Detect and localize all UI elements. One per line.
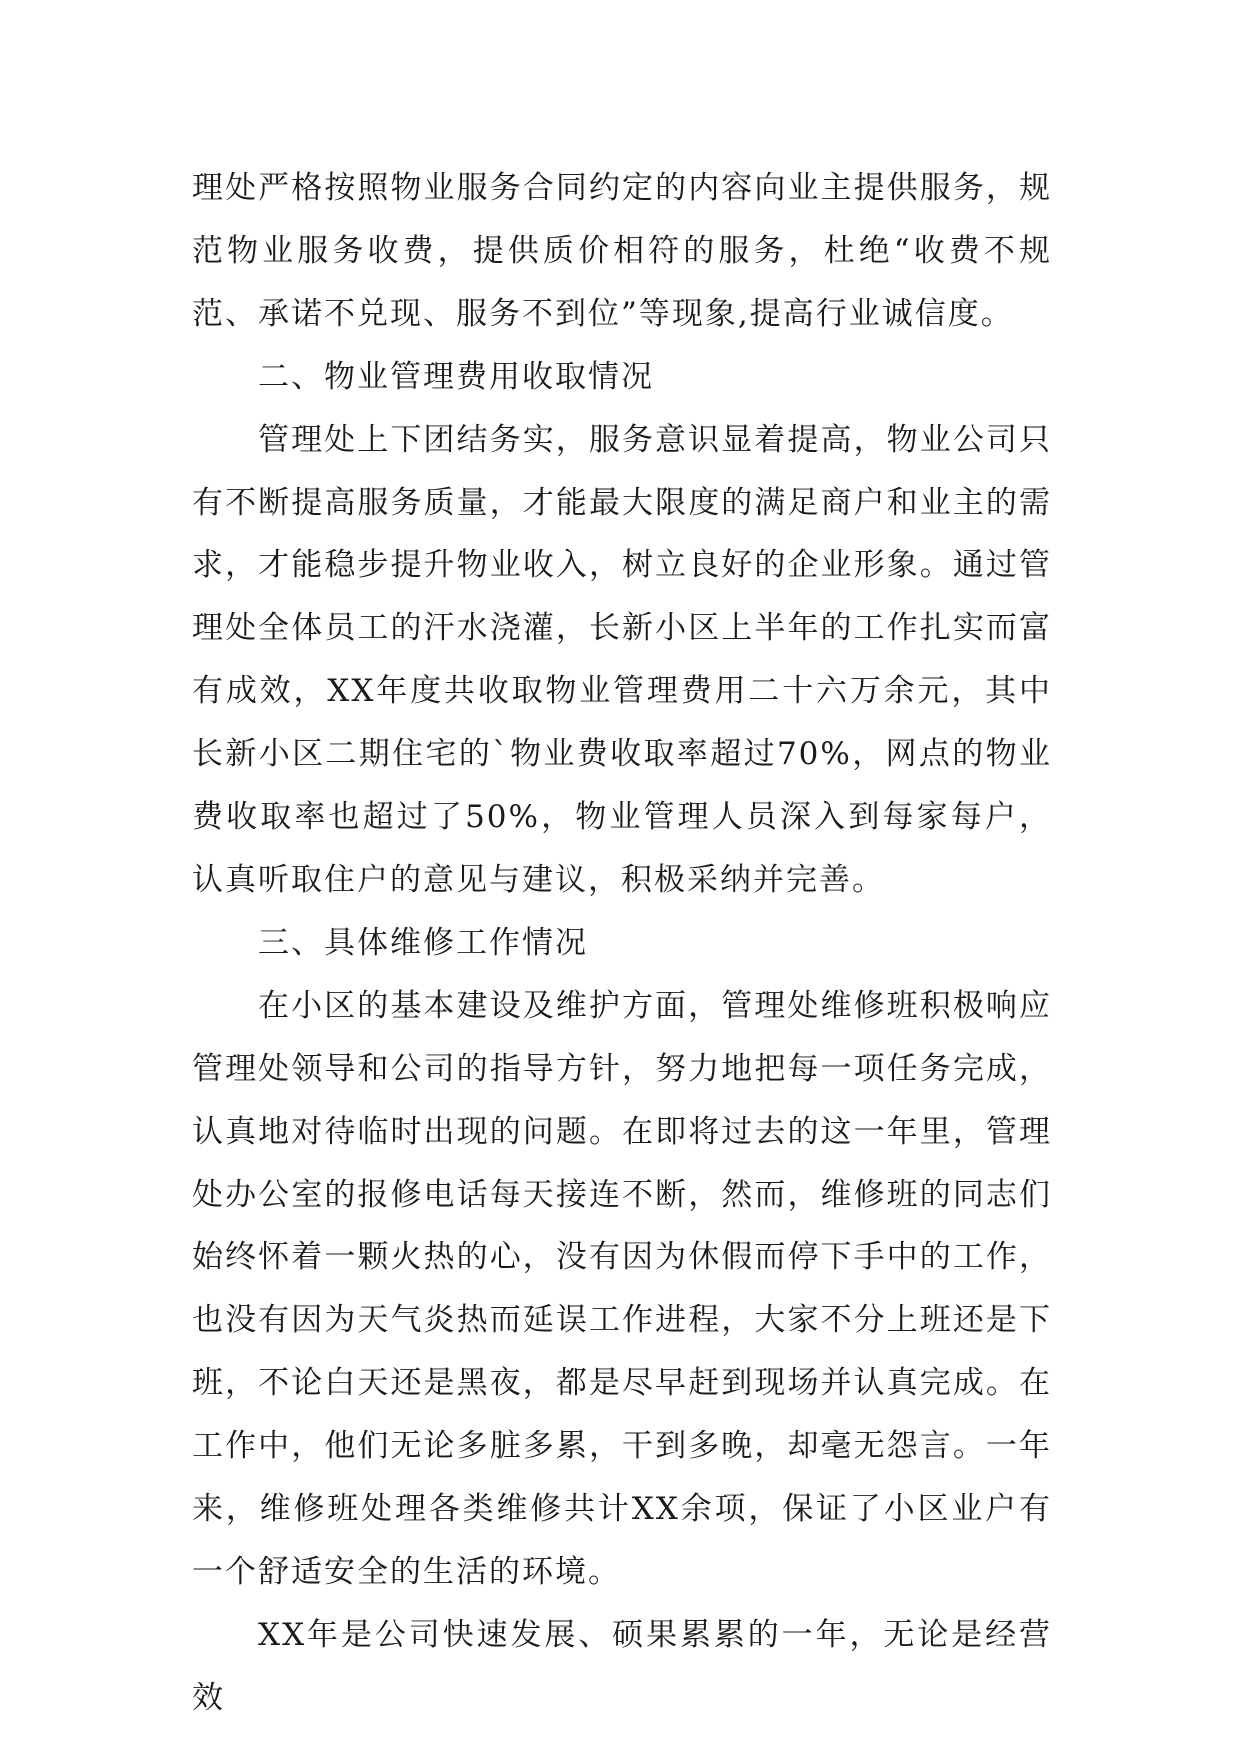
paragraph-service-standards: 理处严格按照物业服务合同约定的内容向业主提供服务，规范物业服务收费，提供质价相符的服务，杜绝“收费不规范、承诺不兑现、服务不到位”等现象,提高行业诚信度。 <box>192 170 1052 332</box>
section-heading-maintenance: 三、具体维修工作情况 <box>258 924 588 961</box>
paragraph-annual-summary: XX年是公司快速发展、硕果累累的一年，无论是经营效 <box>192 1616 1052 1716</box>
section-heading-fee-collection: 二、物业管理费用收取情况 <box>258 358 654 395</box>
paragraph-maintenance: 在小区的基本建设及维护方面，管理处维修班积极响应管理处领导和公司的指导方针，努力地把每一项任务完成，认真地对待临时出现的问题。在即将过去的这一年里，管理处办公室的报修电话每天接连不断，然而，维修班的同志们始终怀着一颗火热的心，没有因为休假而停下手中的工作，也没有因为天气炎热而延误工作进程，大家不分上班还是下班，不论白天还是黑夜，都是尽早赶到现场并认真完成。在工作中，他们无论多脏多累，干到多晚，却毫无怨言。一年来，维修班处理各类维修共计XX余项，保证了小区业户有一个舒适安全的生活的环境。 <box>192 987 1052 1590</box>
paragraph-fee-collection: 管理处上下团结务实，服务意识显着提高，物业公司只有不断提高服务质量，才能最大限度的满足商户和业主的需求，才能稳步提升物业收入，树立良好的企业形象。通过管理处全体员工的汗水浇灌，长新小区上半年的工作扎实而富有成效，XX年度共收取物业管理费用二十六万余元，其中长新小区二期住宅的`物业费收取率超过70%，网点的物业费收取率也超过了50%，物业管理人员深入到每家每户，认真听取住户的意见与建议，积极采纳并完善。 <box>192 421 1052 898</box>
document-body <box>192 157 1052 1730</box>
